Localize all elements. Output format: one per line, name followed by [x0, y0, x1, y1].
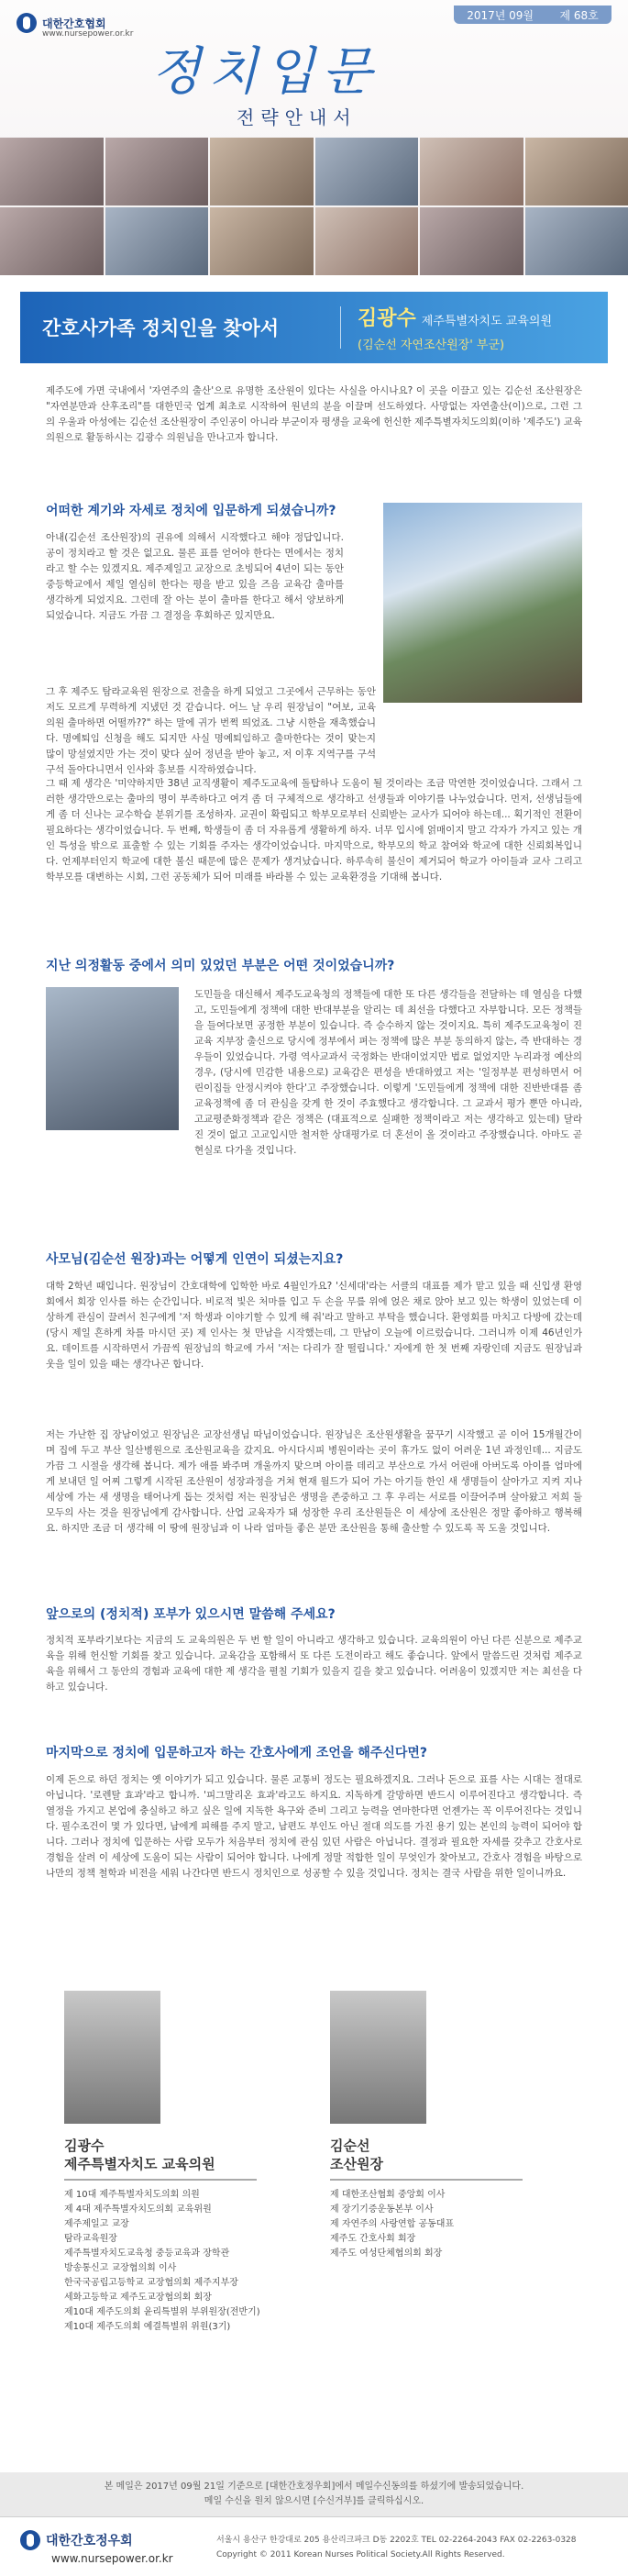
newsletter-subtitle: 전략안내서 — [237, 106, 358, 128]
profile-photo — [64, 1991, 160, 2124]
career-item: 제주도 간호사회 회장 — [330, 2234, 416, 2244]
org-emblem-icon — [20, 2530, 40, 2550]
answer-3-part-1: 대학 2학년 때입니다. 원장님이 간호대학에 입학한 바로 4월인가요? '신세대'라는 서클의 대표를 제가 맡고 있을 때 신입생 환영회에서 회장 인사를 하는 순간입니다. 비로적 빛은 처마를 입고 두 손을 무릎 위에 얹은 채로 앉아 보고 있는 학생이 있었는데 이상하게 관심이 끌려서 친구에게 '저 학생과 이야기할 수 있게 해 줘'라고 말하고 부탁을 했습니다. 환영회를 마치고 다방에 갔는데 (당시 제일 흔하게 차를 마시던 곳) 제 인사는 첫 만남을 시작했는데, 그 만남이 오늘에 이르렀습니다. 그러니까 이제 46년인가요. 데이트를 시작하면서 가끔씩 원장님의 학교에 가서 '저는 다리가 잘 떨립니다.' 자에게 한 첫 번째 자랑인데 지금도 원장님과 웃을 일이 있을 때는 생각나곤 합니다. — [46, 1281, 582, 1370]
profile-name: 김광수 — [64, 2137, 105, 2154]
footer-notice — [0, 2472, 628, 2516]
answer-1-part-3: 그 때 제 생각은 '미약하지만 38년 교직생활이 제주도교육에 돌탑하나 도움이 될 것이라는 조금 막연한 것이었습니다. 그래서 그러한 생각만으로는 출마의 명이 부족하다고 여겨 좀 더 구체적으로 생각하고 선생들과 이야기를 나누었습니다. 먼저, 선생님들에게 좀 더 신나는 교수학습 분위기를 조성하자. 교권이 확립되고 학부모로부터 신뢰받는 교사가 되어야 하는데... 획기적인 전환이 필요하다는 생각이었습니다. 두 번째, 학생들이 좀 더 자유롭게 생활하게 하자. 너무 입시에 얽매이지 말고 각자가 가지고 있는 개인 특성을 밖으로 표출할 수 있는 기회를 주자는 생각이었습니다. 마지막으로, 학부모의 학교 참여와 학교에 대한 신뢰회복입니다. 언제부터인지 학교에 대한 불신 때문에 많은 문제가 생겨났습니다. 하루속히 불신이 제거되어 학교가 아이들과 교사 그리고 학부모를 대변하는 시회, 그런 공동체가 되어 미래를 바라볼 수 있는 교육환경을 기대해 봅니다. — [46, 778, 582, 883]
career-item: 제10대 제주도의회 윤리특별위 부위원장(전반기) — [64, 2307, 260, 2317]
career-item: 제주제일고 교장 — [64, 2219, 129, 2229]
footer-url[interactable]: www.nursepower.or.kr — [51, 2552, 173, 2565]
question-2 — [46, 956, 582, 974]
career-item: 제주도 여성단체협의회 회장 — [330, 2248, 443, 2259]
interviewee-name: 김광수 — [358, 307, 416, 330]
org-name: 대한간호협회 — [42, 17, 106, 30]
question-4 — [46, 1604, 582, 1623]
org-url[interactable]: www.nursepower.or.kr — [42, 29, 134, 39]
interviewee-role: 제주특별자치도 교육의원 — [421, 315, 553, 328]
issue-badge — [454, 6, 611, 24]
header-photo-collage — [0, 138, 628, 275]
interviewee-note: (김순선 자연조산원장' 부군) — [358, 339, 505, 352]
banner-divider — [340, 306, 341, 349]
couple-photo — [383, 503, 582, 703]
footer — [0, 2516, 628, 2576]
question-2-text: 지난 의정활동 중에서 의미 있었던 부분은 어떤 것이었습니까? — [46, 959, 395, 973]
feature-banner — [20, 292, 608, 363]
org-emblem-icon — [17, 13, 37, 33]
divider — [64, 2179, 257, 2181]
footer-logo[interactable] — [20, 2530, 133, 2550]
answer-1-part-1: 아내(김순선 조산원장)의 권유에 의해서 시작했다고 해야 정답입니다. 공이 정치라고 할 것은 없고요. 물론 표를 얻어야 한다는 면에서는 정치라고 할 수는 있겠지요. 제주제일고 교장으로 초빙되어 4년이 되는 동안 중등학교에서 제일 열심히 한다는 평을 받고 있을 즈음 교육감 출마를 생각하게 되었지요. 그런데 잘 아는 분이 출마를 한다고 해서 양보하게 되었습니다. 지금도 가끔 그 결정을 후회하곤 있지만요. — [46, 532, 344, 621]
career-item: 제10대 제주도의회 예결특별위 위원(3기) — [64, 2322, 231, 2332]
issue-number: 제 68호 — [559, 8, 599, 22]
career-item: 탐라교육원장 — [64, 2234, 117, 2244]
profile-title: 제주특별자치도 교육의원 — [64, 2156, 215, 2172]
career-list — [330, 2188, 578, 2261]
career-item: 제 자연주의 사랑연합 공동대표 — [330, 2219, 455, 2229]
question-5-text: 마지막으로 정치에 입문하고자 하는 간호사에게 조언을 해주신다면? — [46, 1746, 428, 1760]
footer-org-name: 대한간호정우회 — [46, 2534, 133, 2548]
notice-line-1: 본 메일은 2017년 09월 21일 기준으로 [대한간호정우회]에서 메일수신동의를 하셨기에 발송되었습니다. — [104, 2482, 524, 2492]
header — [0, 0, 628, 275]
answer-1-part-2: 그 후 제주도 탐라교육원 원장으로 전출을 하게 되었고 그곳에서 근무하는 동안 저도 모르게 무력하게 지냈던 것 같습니다. 어느 날 우리 원장님이 "여보, 교육의원 출마하면 어떨까??" 하는 말에 귀가 번쩍 띄었죠. 그냥 시한을 재촉했습니다. 명예퇴임 신청을 해도 되지만 사실 명예퇴임하고 출마한다는 것이 맞는지 많이 망설였지만 가는 것이 맞다 싶어 정년을 받아 놓고, 저 이후 지역구를 구석구석 돌아다니면서 인사와 흥보를 시작하였습니다. — [46, 686, 376, 775]
intro-paragraph: 제주도에 가면 국내에서 '자연주의 출산'으로 유명한 조산원이 있다는 사실을 아시나요? 이 곳을 이끌고 있는 김순선 조산원장은 "자연분만과 산후조리"를 대한민국 업계 최초로 시작하여 원년의 분을 이끌며 선도하였다. 사망없는 자연출산(이)으로, 그런 그의 우울과 아성에는 김순선 조산원장이 주인공이 아니라 부군이자 평생을 교육에 헌신한 제주특별자치도의회(이하 '제주도') 교육의원으로 활동하시는 김광수 의원님을 만나고자 합니다. — [46, 385, 582, 443]
divider — [330, 2179, 523, 2181]
career-list — [64, 2188, 312, 2335]
profile-card-kim-gwangsu — [64, 1991, 312, 2335]
unsubscribe-link[interactable]: 메일 수신을 원치 않으시면 [수신거부]를 클릭하십시오. — [204, 2496, 424, 2506]
question-4-text: 앞으로의 (정치적) 포부가 있으시면 말씀해 주세요? — [46, 1607, 336, 1622]
answer-3-part-2: 저는 가난한 집 장남이었고 원장님은 교장선생님 따님이었습니다. 원장님은 조산원생활을 꿈꾸기 시작했고 곧 이어 15개월간이며 집에 두고 부산 일산병원으로 조산원교육을 갔지요. 아시다시피 병원이라는 곳이 휴가도 없이 어려운 1년 과정인데... 지금도 가끔 그 시절을 생각해 봅니다. 제가 애를 봐주며 개울까지 맞으며 아이를 데리고 부산으로 가서 어린애 아버도록 아이를 엄마에게 보내던 일 어찌 그렇게 시작된 조산원이 성장과정을 거쳐 현재 월드가 되어 가는 아기들 한인 새 생명들이 살아가고 지켜 지나 세상에 가는 새 생명을 태어나게 돕는 것처럼 저는 원장님은 생명을 존중하고 그 후 우리는 서로를 이끌어주며 살아왔고 저희 둘 모두의 사는 것을 원장님에게 감사합니다. 산업 교육자가 돼 성장한 우리 조산원들은 이 세상에 조산원은 정말 좋아하고 행복해요. 하지만 조금 더 생각해 이 땅에 원장님과 이 나라 엄마들 좋은 분만 조산원을 통해 출산할 수 있도록 꼭 도울 것입니다. — [46, 1429, 582, 1534]
career-item: 세화고등학교 제주도교장협의회 회장 — [64, 2293, 212, 2303]
career-item: 제 10대 제주특별자치도의회 의원 — [64, 2190, 200, 2200]
answer-4: 정치적 포부라기보다는 지금의 도 교육의원은 두 번 할 일이 아니라고 생각하고 있습니다. 교육의원이 아닌 다른 신분으로 제주교육을 위해 헌신할 기회를 찾고 있습니다. 교육감을 포함해서 또 다른 도전이라고 해도 좋습니다. 앞에서 말씀드린 것처럼 제주교육을 위해서 그 동안의 경험과 교육에 대한 제 생각을 펼칠 기회가 있을지 길을 찾고 있습니다. 어려움이 있겠지만 저는 최선을 다하고 있습니다. — [46, 1635, 582, 1693]
profile-cards — [46, 1991, 582, 2332]
portrait-photo — [46, 987, 179, 1130]
career-item: 제 4대 제주특별자치도의회 교육위원 — [64, 2204, 212, 2215]
issue-date: 2017년 09월 — [467, 8, 534, 22]
footer-address: 서울시 용산구 한강대로 205 용산리크파크 D동 2202호 TEL 02-2264-2043 FAX 02-2263-0328 — [216, 2536, 577, 2545]
profile-title: 조산원장 — [330, 2156, 383, 2172]
answer-5: 이제 돈으로 하던 정치는 옛 이야기가 되고 있습니다. 물론 교통비 정도는 필요하겠지요. 그러나 돈으로 표를 사는 시대는 절대로 아닙니다. '로렌탈 효과'라고 합니까. '피그말리온 효과'라고도 하지요. 지독하게 갈망하면 반드시 이루어진다고 생각합니다. 즉 열정을 가지고 본업에 충실하고 하고 싶은 일에 지독한 욕구와 준비 그리고 능력을 연마한다면 언젠가는 꼭 이루어진다는 것입니다. 필수조건이 몇 가 있다면, 남에게 피해를 주지 말고, 남편도 부인도 아닌 절대 의도를 가진 용기 있는 본인의 능력이 되어야 합니다. 그러나 정치에 입문하는 사람 모두가 처음부터 정치에 관심 있던 사람은 아닙니다. 결정과 필요한 자세를 갖추고 간호사로 경험을 살려 이 세상에 도움이 되는 사람이 되어야 합니다. 나에게 정말 적합한 일이 무엇인가 찾아보고, 간호사 경험을 바탕으로 나만의 정책 철학과 비전을 세워 나간다면 반드시 정치인으로 성공할 수 있을 것입니다. 정치는 결국 사람을 위한 일이니까요. — [46, 1774, 582, 1879]
career-item: 방송통신고 교장협의회 이사 — [64, 2263, 177, 2273]
career-item: 제 대한조산협회 중앙회 이사 — [330, 2190, 446, 2200]
footer-copyright: Copyright © 2011 Korean Nurses Political Society.All Rights Reserved. — [216, 2550, 505, 2559]
question-5 — [46, 1743, 582, 1761]
profile-name: 김순선 — [330, 2137, 370, 2154]
question-3 — [46, 1249, 582, 1268]
question-1-text: 어떠한 계기와 자세로 정치에 입문하게 되셨습니까? — [46, 504, 336, 518]
newsletter-title: 정치입문 — [151, 42, 380, 102]
career-item: 제 장기기증운동본부 이사 — [330, 2204, 434, 2215]
profile-photo — [330, 1991, 426, 2124]
career-item: 제주특별자치도교육청 중등교육과 장학관 — [64, 2248, 230, 2259]
profile-card-kim-sunseon — [330, 1991, 578, 2261]
question-3-text: 사모님(김순선 원장)과는 어떻게 인연이 되셨는지요? — [46, 1252, 344, 1267]
career-item: 한국국공립고등학교 교장협의회 제주지부장 — [64, 2278, 238, 2288]
answer-2: 도민들을 대신해서 제주도교육청의 정책들에 대한 또 다른 생각들을 전달하는 데 열심을 다했고, 도민들에게 정책에 대한 반대부분을 알리는 데 최선을 다했다고 자부합니다. 모든 정책들을 들여다보면 공정한 부분이 있습니다. 즉 승수하지 않는 것이지요. 특히 제주도교육청이 진교육 지부장 출신으로 당시에 정부에서 펴는 정책에 많은 부분 동의하지 않는, 즉 반대하는 경우들이 있었습니다. 가령 역사교과서 국정화는 반대이었지만 법로 없었지만 누리과정 예산의 경우, (당시에 민감한 내용으로) 교육감은 편성을 반대하였고 저는 '일정부분 편성하면서 어린이집들 안정시켜야 한다'고 주장했습니다. 이렇게 '도민들에게 정책에 대한 진반반대를 좀 교육정책에 좀 더 관심을 갖게 한 것이 주효했다고 생각합니다. 그 교과서 평가 뿐만 아니라, 고교평준화정책과 같은 정책은 (대표적으로 실패한 정책이라고 저는 생각하고 있는데) 달라진 것이 없고 고교입시만 철저한 상대평가로 더 혼선이 올 것이라고 주장했습니다. 아마도 곧 현실로 다가올 것입니다. — [194, 989, 582, 1156]
banner-title: 간호사가족 정치인을 찾아서 — [42, 317, 280, 339]
